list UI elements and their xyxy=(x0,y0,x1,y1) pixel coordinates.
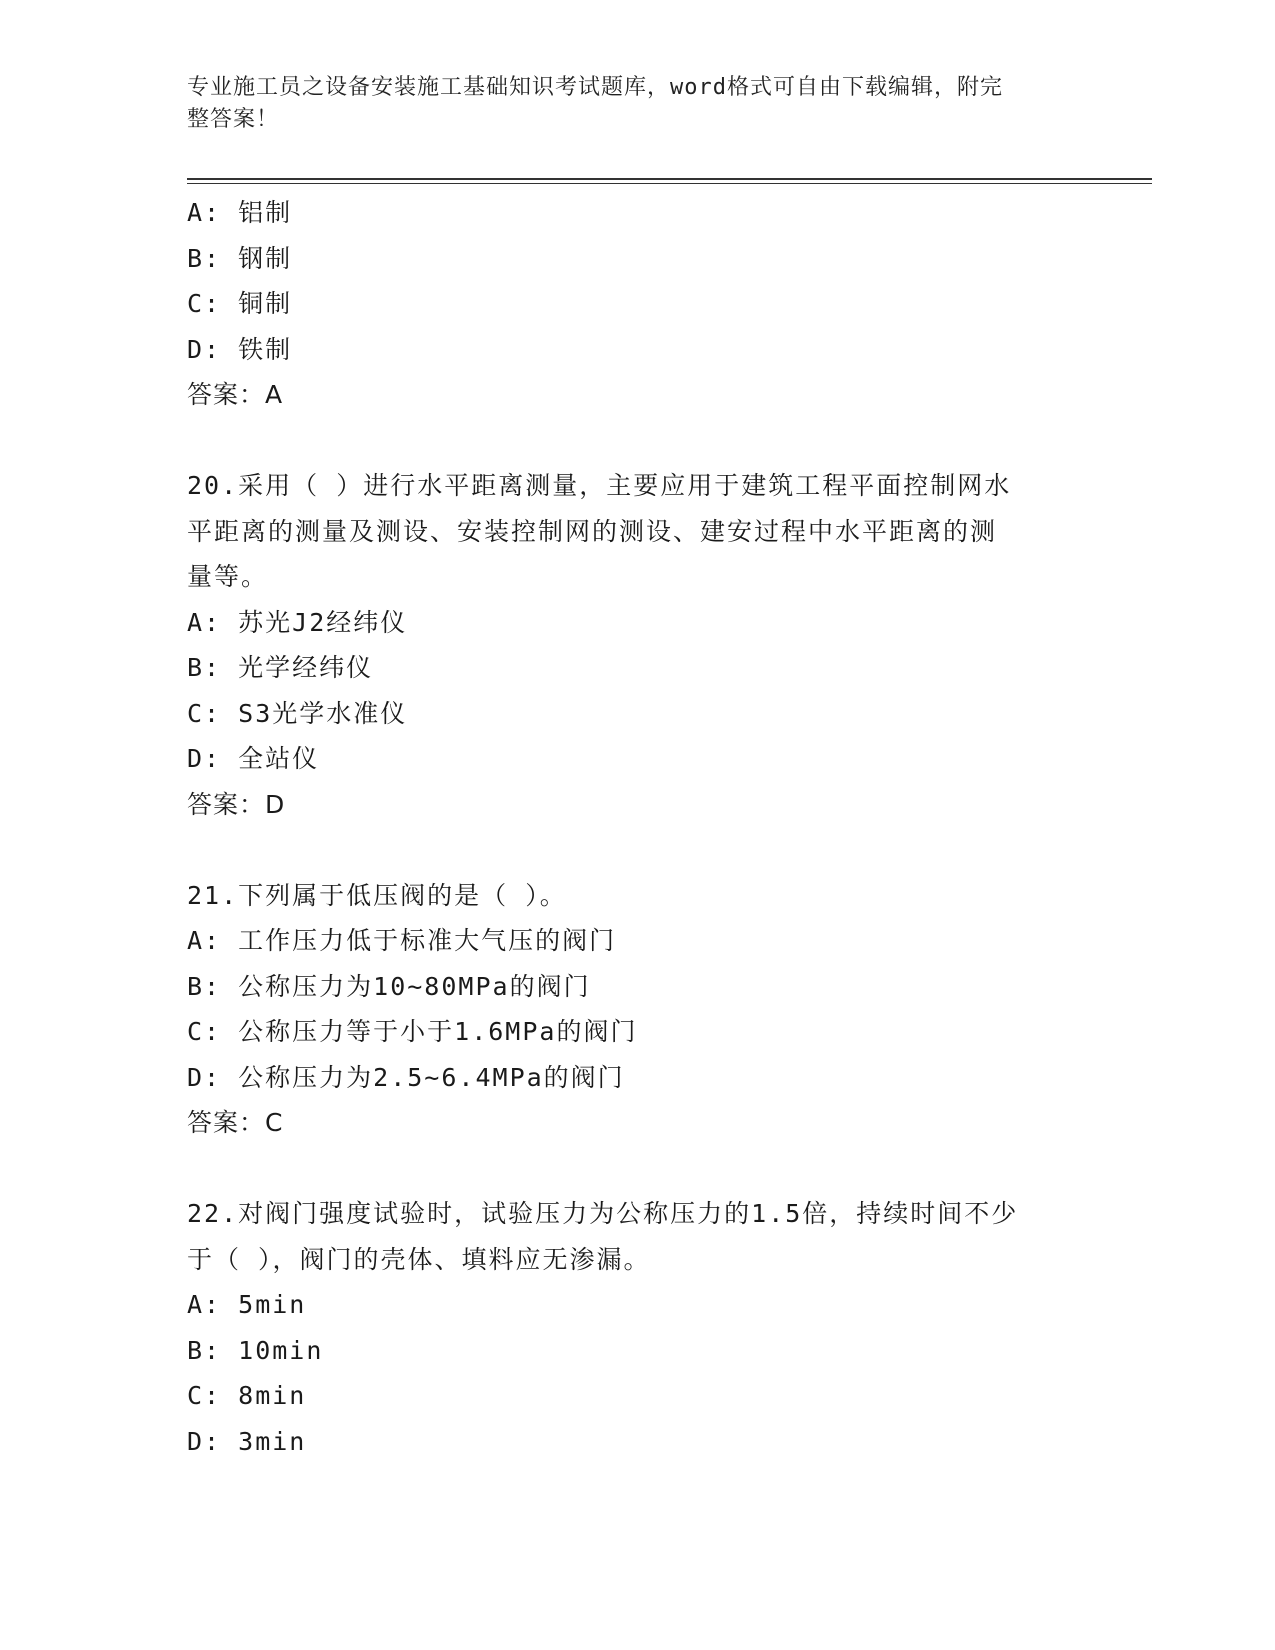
header-line-1: 专业施工员之设备安装施工基础知识考试题库，word格式可自由下载编辑，附完 xyxy=(187,75,1003,100)
question-stem: 21.下列属于低压阀的是（ ）。 xyxy=(187,880,567,910)
question-19 xyxy=(187,190,1087,418)
option-a: A: 5min xyxy=(187,1290,307,1319)
option-a: A: 铝制 xyxy=(187,198,293,227)
question-list xyxy=(187,190,1087,1464)
question-22 xyxy=(187,1191,1087,1464)
option-d: D: 公称压力为2.5~6.4MPa的阀门 xyxy=(187,1062,625,1092)
option-c: C: 公称压力等于小于1.6MPa的阀门 xyxy=(187,1017,638,1046)
question-stem: 20.采用（ ）进行水平距离测量，主要应用于建筑工程平面控制网水 xyxy=(187,471,1012,500)
option-a: A: 苏光J2经纬仪 xyxy=(187,607,408,637)
question-stem: 于（ ），阀门的壳体、填料应无渗漏。 xyxy=(187,1244,651,1274)
question-20 xyxy=(187,463,1087,827)
question-21 xyxy=(187,873,1087,1146)
option-d: D: 3min xyxy=(187,1426,307,1456)
document-header xyxy=(187,72,1067,136)
header-divider xyxy=(187,178,1152,180)
answer: 答案：D xyxy=(187,789,286,819)
option-b: B: 公称压力为10~80MPa的阀门 xyxy=(187,971,591,1001)
option-b: B: 10min xyxy=(187,1335,324,1365)
question-stem: 22.对阀门强度试验时，试验压力为公称压力的1.5倍，持续时间不少 xyxy=(187,1199,1019,1228)
question-stem: 量等。 xyxy=(187,562,269,591)
option-d: D: 铁制 xyxy=(187,334,293,364)
header-divider-thin xyxy=(187,183,1152,184)
option-b: B: 光学经纬仪 xyxy=(187,653,374,682)
option-a: A: 工作压力低于标准大气压的阀门 xyxy=(187,926,617,955)
option-d: D: 全站仪 xyxy=(187,744,320,773)
question-stem: 平距离的测量及测设、安装控制网的测设、建安过程中水平距离的测 xyxy=(187,516,998,546)
option-c: C: S3光学水准仪 xyxy=(187,698,408,728)
header-line-2: 整答案！ xyxy=(187,107,280,132)
option-c: C: 8min xyxy=(187,1381,307,1410)
answer: 答案：C xyxy=(187,1108,284,1137)
option-c: C: 铜制 xyxy=(187,289,293,318)
answer: 答案：A xyxy=(187,380,284,409)
option-b: B: 钢制 xyxy=(187,243,293,273)
